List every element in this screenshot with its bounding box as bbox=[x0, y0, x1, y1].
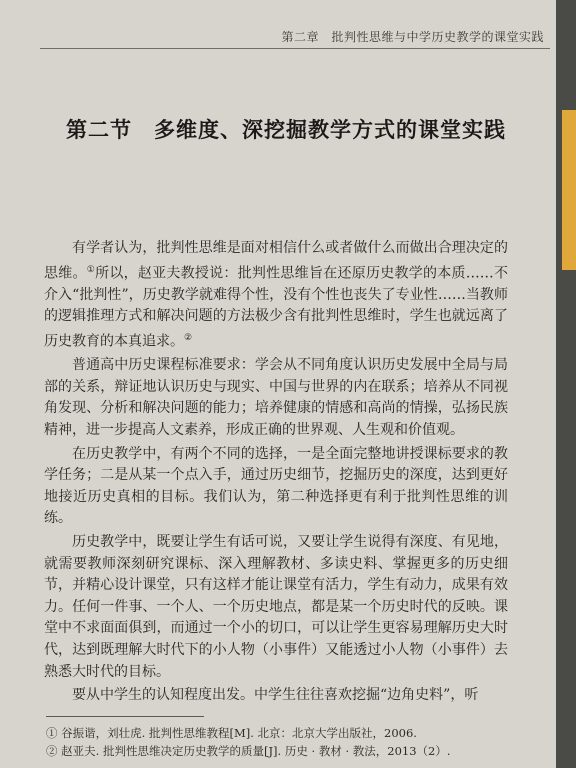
body-text bbox=[44, 238, 508, 709]
paragraph-4: 历史教学中，既要让学生有话可说，又要让学生说得有深度、有见地，就需要教师深刻研究课标、深入理解教材、多读史料、掌握更多的历史细节，并精心设计课堂，只有这样才能让课堂有活力，学生有动力，成果有效力。任何一件事、一个人、一个历史地点，都是某一个历史时代的反映。课堂中不求面面俱到，而通过一个小的切口，可以让学生更容易理解历史大时代，达到既理解大时代下的小人物（小事件）又能透过小人物（小事件）去熟悉大时代的目标。 bbox=[44, 534, 508, 680]
footnote-1: ① 谷振谐，刘壮虎. 批判性思维教程[M]. 北京：北京大学出版社，2006. bbox=[46, 726, 417, 740]
footnote-2: ② 赵亚夫. 批判性思维决定历史教学的质量[J]. 历史 · 教材 · 教法，2013（2）. bbox=[46, 744, 451, 758]
paragraph-1 bbox=[44, 238, 508, 353]
footnote-ref-1: ① bbox=[86, 264, 96, 275]
footnote-divider bbox=[46, 716, 204, 717]
paragraph-2: 普通高中历史课程标准要求：学会从不同角度认识历史发展中全局与局部的关系，辩证地认识历史与现实、中国与世界的内在联系；培养从不同视角发现、分析和解决问题的能力；培养健康的情感和高尚的情操，弘扬民族精神，进一步提高人文素养，形成正确的世界观、人生观和价值观。 bbox=[44, 357, 508, 439]
running-head bbox=[40, 26, 550, 49]
footnotes bbox=[46, 724, 526, 760]
paragraph-1-text-a: 有学者认为，批判性思维是面对相信什么或者做什么而做出合理决定的思维。 bbox=[44, 240, 508, 282]
paragraph-1-text-b: 所以，赵亚夫教授说：批判性思维旨在还原历史教学的本质……不介入“批判性”，历史教学就难得个性，没有个性也丧失了专业性……当教师的逻辑推理方式和解决问题的方法极少含有批判性思维时，学生也就远离了历史教育的本真追求。 bbox=[44, 265, 509, 350]
adjacent-book-spine bbox=[562, 110, 576, 270]
paragraph-3: 在历史教学中，有两个不同的选择，一是全面完整地讲授课标要求的教学任务；二是从某一个点入手，通过历史细节，挖掘历史的深度，达到更好地接近历史真相的目标。我们认为，第二种选择更有利于批判性思维的训练。 bbox=[44, 445, 508, 527]
adjacent-book-edge bbox=[556, 0, 576, 768]
section-title: 第二节 多维度、深挖掘教学方式的课堂实践 bbox=[66, 117, 506, 142]
footnote-ref-2: ② bbox=[184, 333, 193, 344]
paragraph-5: 要从中学生的认知程度出发。中学生往往喜欢挖掘“边角史料”，听 bbox=[72, 687, 479, 704]
running-head-text: 第二章 批判性思维与中学历史教学的课堂实践 bbox=[281, 30, 544, 44]
